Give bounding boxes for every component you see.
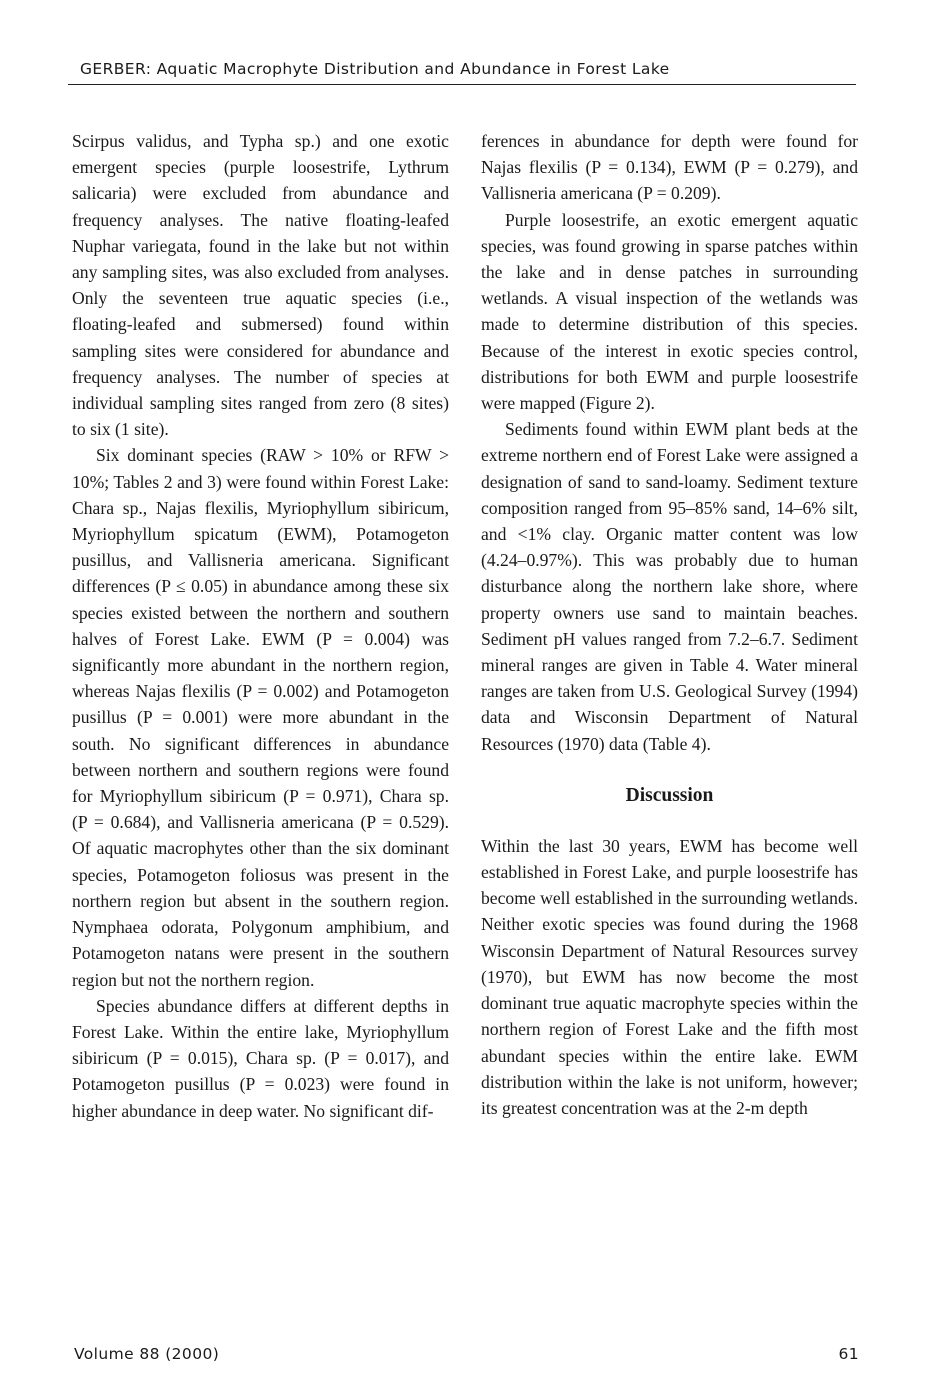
left-paragraph-3: Species abundance differs at different depths in Forest Lake. Within the entire lake, Myriophyllum sibiricum (P = 0.015), Chara sp. (P = 0.017), and Potamogeton pusillus (P = 0.023) were found in higher abundance in deep water. No significant dif- <box>72 995 449 1121</box>
page-number: 61 <box>838 1345 859 1363</box>
right-paragraph-4: Within the last 30 years, EWM has become well established in Forest Lake, and purple loosestrife has become well established in the surrounding wetlands. Neither exotic species was found during the 1968 Wisconsin Department of Natural Resources survey (1970), but EWM has now become the most dominant true aquatic macrophyte species within the northern region of Forest Lake and the fifth most abundant species within the entire lake. EWM distribution within the lake is not uniform, however; its greatest concentration was at the 2-m depth <box>481 835 858 1118</box>
running-head: GERBER: Aquatic Macrophyte Distribution and Abundance in Forest Lake <box>80 60 670 78</box>
right-paragraph-3: Sediments found within EWM plant beds at the extreme northern end of Forest Lake were assigned a designation of sand to sand-loamy. Sediment texture composition ranged from 95–85% sand, 14–6% silt, and <1% clay. Organic matter content was low (4.24–0.97%). This was probably due to human disturbance along the northern lake shore, where property owners use sand to maintain beaches. Sediment pH values ranged from 7.2–6.7. Sediment mineral ranges are given in Table 4. Water mineral ranges are taken from U.S. Geological Survey (1994) data and Wisconsin Department of Natural Resources (1970) data (Table 4). <box>481 419 858 754</box>
volume-label: Volume 88 (2000) <box>74 1345 220 1363</box>
section-heading-discussion: Discussion <box>625 784 714 806</box>
right-column <box>481 128 858 1121</box>
right-paragraph-2: Purple loosestrife, an exotic emergent aquatic species, was found growing in sparse patches within the lake and in dense patches in surrounding wetlands. A visual inspection of the wetlands was made to determine distribution of this species. Because of the interest in exotic species control, distributions for both EWM and purple loosestrife were mapped (Figure 2). <box>481 209 858 414</box>
header-rule <box>68 84 856 85</box>
left-paragraph-2: Six dominant species (RAW > 10% or RFW > 10%; Tables 2 and 3) were found within Forest Lake: Chara sp., Najas flexilis, Myriophyllum sibiricum, Myriophyllum spicatum (EWM), Potamogeton pusillus, and Vallisneria americana. Significant differences (P ≤ 0.05) in abundance among these six species existed between the northern and southern halves of Forest Lake. EWM (P = 0.004) was significantly more abundant in the northern region, whereas Najas flexilis (P = 0.002) and Potamogeton pusillus (P = 0.001) were more abundant in the south. No significant differences in abundance between northern and southern regions were found for Myriophyllum sibiricum (P = 0.971), Chara sp. (P = 0.684), and Vallisneria americana (P = 0.529). Of aquatic macrophytes other than the six dominant species, Potamogeton foliosus was present in the northern region but absent in the southern region. Nymphaea odorata, Polygonum amphibium, and Potamogeton natans were present in the southern region but not the northern region. <box>72 445 449 990</box>
left-column <box>72 128 449 1124</box>
left-paragraph-1: Scirpus validus, and Typha sp.) and one exotic emergent species (purple loosestrife, Lythrum salicaria) were excluded from abundance and frequency analyses. The native floating-leafed Nuphar variegata, found in the lake but not within any sampling sites, was also excluded from analyses. Only the seventeen true aquatic species (i.e., floating-leafed and submersed) found within sampling sites were considered for abundance and frequency analyses. The number of species at individual sampling sites ranged from zero (8 sites) to six (1 site). <box>72 131 449 440</box>
right-paragraph-1: ferences in abundance for depth were found for Najas flexilis (P = 0.134), EWM (P = 0.279), and Vallisneria americana (P = 0.209). <box>481 131 858 204</box>
